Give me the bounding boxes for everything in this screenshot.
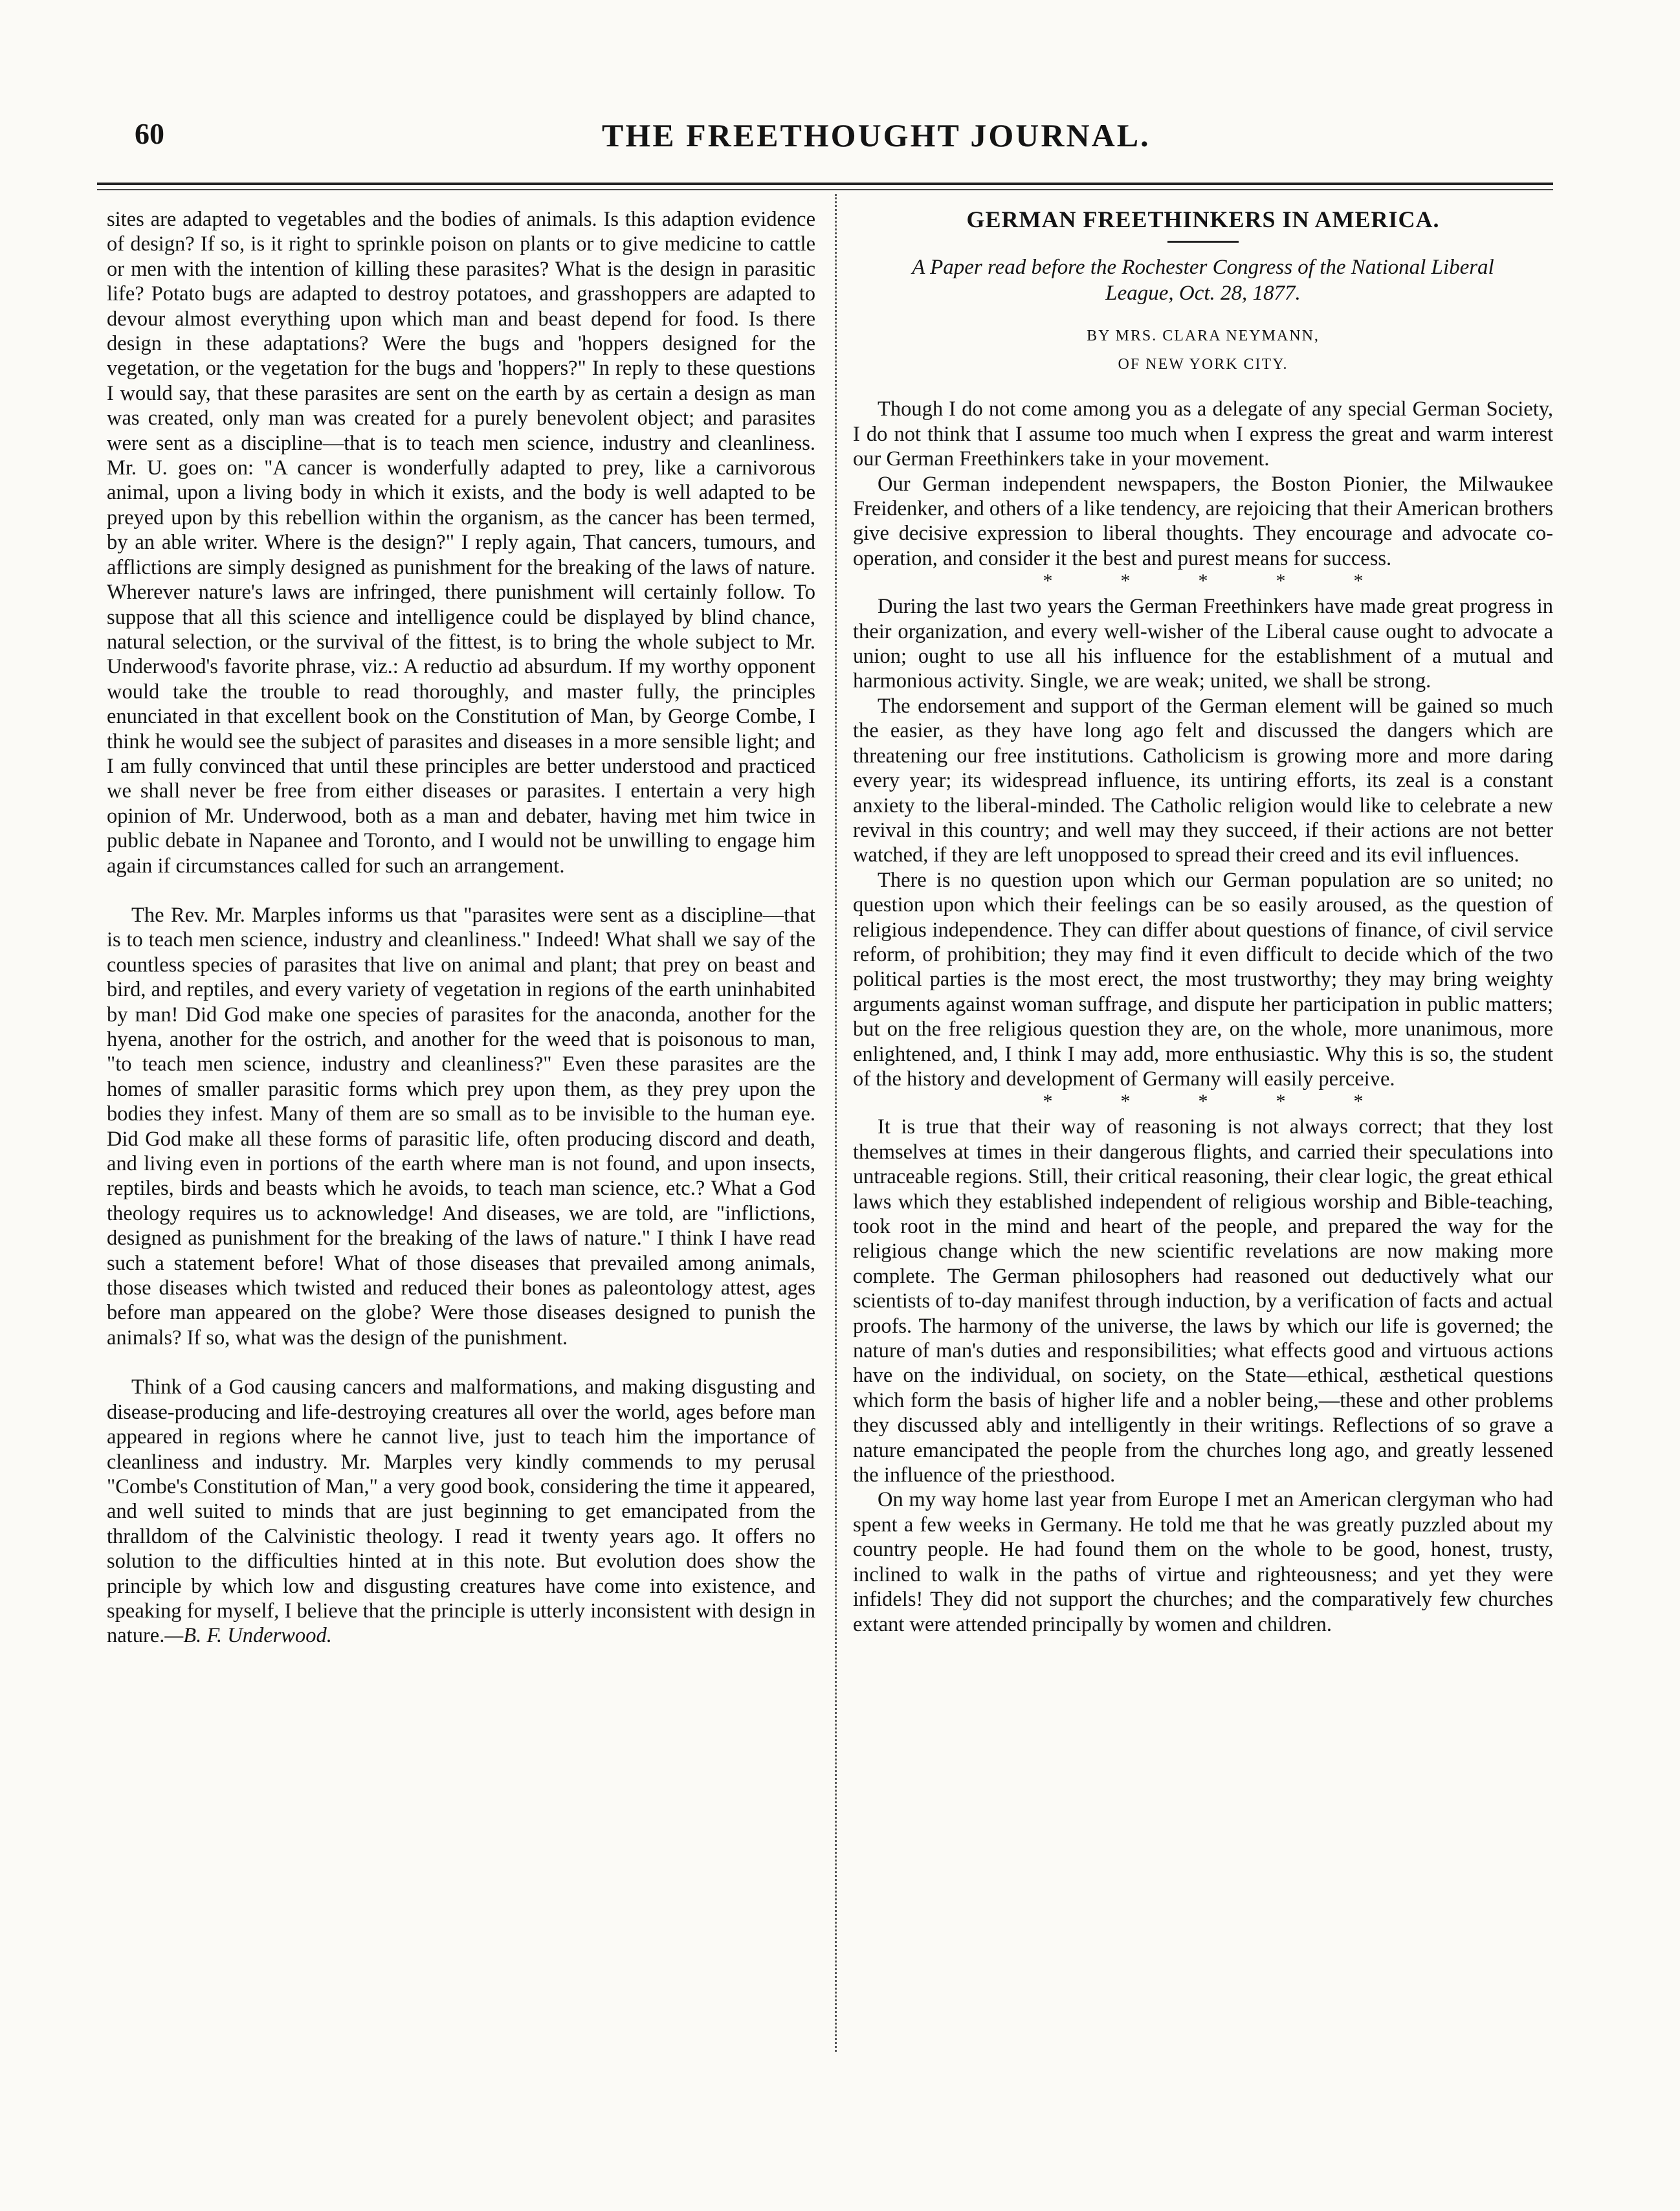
journal-title: THE FREETHOUGHT JOURNAL. <box>602 117 1151 153</box>
star: * <box>1043 1091 1053 1113</box>
left-column <box>107 207 815 1649</box>
right-paragraph-3: During the last two years the German Freethinkers have made great progress in their organization, and every well-wisher of the Liberal cause ought to advocate a union; ought to use all his influence for the establishment of a mutual and harmonious activity. Single, we are weak; united, we shall be strong. <box>853 595 1553 693</box>
author-signature: —B. F. Underwood. <box>164 1624 332 1648</box>
star: * <box>1198 1091 1208 1113</box>
right-paragraph-2: Our German independent newspapers, the Boston Pionier, the Milwaukee Freidenker, and others of a like tendency, are rejoicing that their American brothers give decisive expression to liberal thoughts. They encourage and advocate co-operation, and consider it the best and purest means for success. <box>853 472 1553 570</box>
left-paragraph-3-text: Think of a God causing cancers and malformations, and making disgusting and disease-producing and life-destroying creatures all over the world, ages before man appeared in regions where he cannot live, just to teach him the importance of cleanliness and industry. Mr. Marples very kindly commends to my perusal "Combe's Constitution of Man," a very good book, considering the time it appeared, and well suited to minds that are just beginning to get emancipated from the thralldom of the Calvinistic theology. I read it twenty years ago. It offers no solution to the difficulties hinted at in this note. But evolution does show the principle by which low and disgusting creatures have come into existence, and speaking for myself, I believe that the principle is utterly inconsistent with design in nature. <box>107 1375 815 1648</box>
star: * <box>1353 1091 1364 1113</box>
star: * <box>1276 570 1286 592</box>
right-paragraph-6: It is true that their way of reasoning is not always correct; that they lost themselves at times in their dangerous flights, and carried their speculations into untraceable regions. Still, their critical reasoning, their clear logic, the great ethical laws which they established independent of religious worship and Bible-teaching, took root in the mind and heart of the people, and prepared the way for the religious change which the new scientific revelations are now making more complete. The German philosophers had reasoned out deductively what our scientists of to-day manifest through induction, by a verification of facts and actual proofs. The harmony of the universe, the laws by which our life is governed; the nature of man's duties and responsibilities; what effects good and virtuous actions have on the individual, on society, on the State—ethical, æsthetical questions which form the basis of higher life and a nobler being,—these and other problems they discussed ably and intelligently in their writings. Reflections of so grave a nature emancipated the people from the churches long ago, and greatly lessened the influence of the priesthood. <box>853 1115 1553 1487</box>
title-rule <box>1167 241 1239 243</box>
right-paragraph-1: Though I do not come among you as a delegate of any special German Society, I do not think that I assume too much when I express the great and warm interest our German Freethinkers take in your movement. <box>853 397 1553 471</box>
star: * <box>1198 570 1208 592</box>
left-paragraph-3 <box>107 1375 815 1648</box>
section-break-1 <box>853 571 1553 594</box>
star: * <box>1276 1091 1286 1113</box>
header-rule-thin <box>97 189 1553 190</box>
right-paragraph-5: There is no question upon which our German population are so united; no question upon which their feelings can be so easily aroused, as the question of religious independence. They can differ about questions of finance, of civil service reform, of prohibition; they may find it even difficult to decide which of the two political parties is the most erect, the most trustworthy; they may bring weighty arguments against woman suffrage, and dispute her participation in public matters; but on the free religious question they are, on the whole, more unanimous, more enlightened, and, I think I may add, more enthusiastic. Why this is so, the student of the history and development of Germany will easily perceive. <box>853 868 1553 1091</box>
column-divider <box>835 194 838 2052</box>
page-number: 60 <box>135 117 164 150</box>
right-paragraph-7: On my way home last year from Europe I met an American clergyman who had spent a few weeks in Germany. He told me that he was greatly puzzled about my country people. He had found them on the whole to be good, honest, trusty, inclined to walk in the paths of virtue and righteousness; and yet they were infidels! They did not support the churches; and the comparatively few churches extant were attended principally by women and children. <box>853 1488 1553 1636</box>
star: * <box>1043 570 1053 592</box>
right-paragraph-4: The endorsement and support of the German element will be gained so much the easier, as they have long ago felt and discussed the dangers which are threatening our free institutions. Catholicism is growing more and more daring every year; its widespread influence, its untiring efforts, its zeal is a constant anxiety to the liberal-minded. The Catholic religion would like to celebrate a new revival in this country; and well may they succeed, if their actions are not better watched, if they are left unopposed to spread their creed and its evil influences. <box>853 694 1553 867</box>
author-byline: BY MRS. CLARA NEYMANN, <box>1087 328 1320 345</box>
left-paragraph-2: The Rev. Mr. Marples informs us that "parasites were sent as a discipline—that is to teach men science, industry and cleanliness." Indeed! What shall we say of the countless species of parasites that live on animal and plant; that prey on beast and bird, and reptiles, and every variety of vegetation in regions of the earth uninhabited by man! Did God make one species of parasites for the anaconda, another for the hyena, another for the ostrich, and another for the weed that is poisonous to man, "to teach men science, industry and cleanliness?" Even these parasites are the homes of smaller parasitic forms which prey upon them, as they prey upon the bodies they infest. Many of them are so small as to be invisible to the human eye. Did God make all these forms of parasitic life, often producing discord and death, and living even in portions of the earth where man is not found, and upon insects, reptiles, birds and beasts which he avoids, to teach man science, etc.? What a God theology requires us to acknowledge! And diseases, we are told, are "inflictions, designed as punishment for the breaking of the laws of nature." I think I have read such a statement before! What of those diseases that prevailed among animals, those diseases which twisted and reduced their bones as paleontology attest, ages before man appeared on the globe? Were those diseases designed to punish the animals? If so, what was the design of the punishment. <box>107 903 815 1350</box>
header-rule-thick <box>97 183 1553 185</box>
right-column <box>853 207 1553 1637</box>
article-title: GERMAN FREETHINKERS IN AMERICA. <box>966 206 1440 232</box>
star: * <box>1120 1091 1131 1113</box>
star: * <box>1353 570 1364 592</box>
section-break-2 <box>853 1091 1553 1115</box>
author-place: OF NEW YORK CITY. <box>1118 356 1288 373</box>
article-subtitle: A Paper read before the Rochester Congress of the National Liberal League, Oct. 28, 1877. <box>912 256 1494 306</box>
star: * <box>1120 570 1131 592</box>
page-header <box>0 117 1680 168</box>
left-paragraph-1: sites are adapted to vegetables and the bodies of animals. Is this adaption evidence of design? If so, is it right to sprinkle poison on plants or to give medicine to cattle or men with the intention of killing these parasites? What is the design in parasitic life? Potato bugs are adapted to destroy potatoes, and grasshoppers are adapted to devour almost everything upon which man and beast depend for food. Is there design in these adaptations? Were the bugs and 'hoppers designed for the vegetation, or the vegetation for the bugs and 'hoppers?" In reply to these questions I would say, that these parasites are sent on the earth by as certain a design as man was created, only man was created for a purely benevolent object; and parasites were sent as a discipline—that is to teach men science, industry and cleanliness. Mr. U. goes on: "A cancer is wonderfully adapted to prey, like a carnivorous animal, upon a living body in which it exists, and the body is well adapted to be preyed upon by this rebellion within the organism, as the cancer has been termed, by an able writer. Where is the design?" I reply again, That cancers, tumours, and afflictions are simply designed as punishment for the breaking of the laws of nature. Wherever nature's laws are infringed, there punishment will certainly follow. To suppose that all this science and intelligence could be displayed by blind chance, natural selection, or the survival of the fittest, is to bring the whole subject to Mr. Underwood's favorite phrase, viz.: A reductio ad absurdum. If my worthy opponent would take the trouble to read thoroughly, and master fully, the principles enunciated in that excellent book on the Constitution of Man, by George Combe, I think he would see the subject of parasites and diseases in a more sensible light; and I am fully convinced that until these principles are better understood and practiced we shall never be free from either diseases or parasites. I entertain a very high opinion of Mr. Underwood, both as a man and debater, having met him twice in public debate in Napanee and Toronto, and I would not be unwilling to engage him again if circumstances called for such an arrangement. <box>107 208 815 878</box>
